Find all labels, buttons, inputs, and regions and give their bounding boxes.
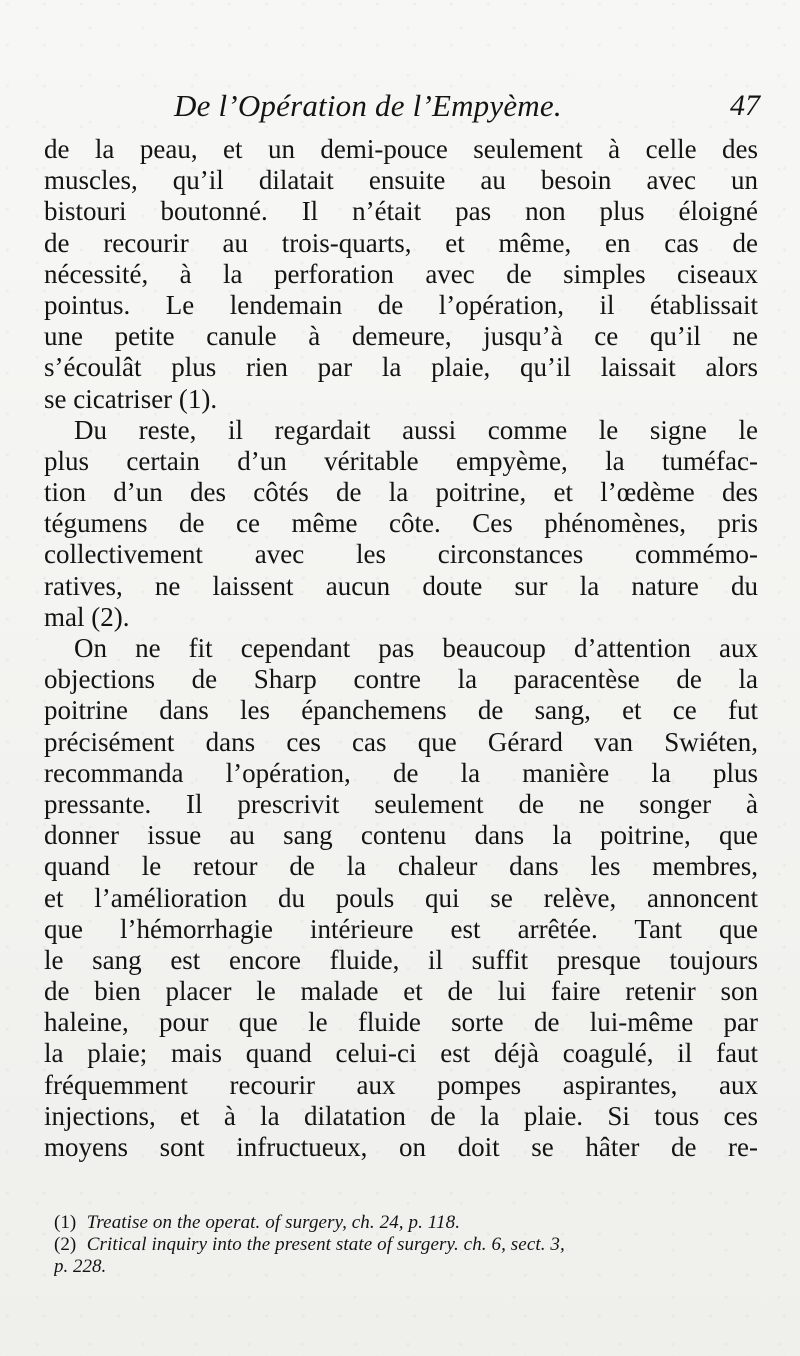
text-line: plus certain d’un véritable empyème, la tuméfac- xyxy=(44,445,758,476)
text-line: de la peau, et un demi-pouce seulement à celle des xyxy=(44,134,758,164)
text-line: s’écoulât plus rien par la plaie, qu’il laissait alors xyxy=(44,352,758,383)
footnote-continuation: p. 228. xyxy=(54,1256,107,1277)
footnote-text: Treatise on the operat. of surgery, ch. 24, p. 118. xyxy=(86,1212,461,1233)
text-line: une petite canule à demeure, jusqu’à ce qu’il ne xyxy=(44,321,758,352)
footnote-1 xyxy=(54,1212,760,1234)
text-line: collectivement avec les circonstances commémo- xyxy=(44,539,758,570)
main-text xyxy=(44,134,758,1163)
text-line: la plaie; mais quand celui-ci est déjà coagulé, il faut xyxy=(44,1038,758,1069)
text-line: donner issue au sang contenu dans la poitrine, que xyxy=(44,820,758,851)
text-line: injections, et à la dilatation de la plaie. Si tous ces xyxy=(44,1100,758,1131)
text-line: précisément dans ces cas que Gérard van Swiéten, xyxy=(44,726,758,757)
text-line: ratives, ne laissent aucun doute sur la nature du xyxy=(44,570,758,601)
text-line: poitrine dans les épanchemens de sang, et ce fut xyxy=(44,695,758,726)
footnote-text: Critical inquiry into the present state of surgery. ch. 6, sect. 3, xyxy=(86,1234,565,1255)
text-line: mal (2). xyxy=(44,601,130,632)
text-line: de recourir au trois-quarts, et même, en cas de xyxy=(44,227,758,258)
text-line: moyens sont infructueux, on doit se hâter de re- xyxy=(44,1132,758,1162)
footnotes xyxy=(54,1212,760,1278)
text-line: nécessité, à la perforation avec de simples ciseaux xyxy=(44,258,758,289)
text-line: pointus. Le lendemain de l’opération, il établissait xyxy=(44,289,758,320)
text-line: le sang est encore fluide, il suffit presque toujours xyxy=(44,944,758,975)
running-title: De l’Opération de l’Empyème. xyxy=(174,88,562,123)
footnote-marker: (1) xyxy=(54,1212,77,1233)
text-line: tion d’un des côtés de la poitrine, et l’œdème des xyxy=(44,477,758,508)
text-line: objections de Sharp contre la paracentèse de la xyxy=(44,664,758,695)
footnote-marker: (2) xyxy=(54,1234,77,1255)
text-line: haleine, pour que le fluide sorte de lui-même par xyxy=(44,1007,758,1038)
footnote-2 xyxy=(54,1234,760,1256)
running-head xyxy=(40,88,760,130)
text-line: pressante. Il prescrivit seulement de ne songer à xyxy=(44,788,758,819)
text-line: fréquemment recourir aux pompes aspirantes, aux xyxy=(44,1069,758,1100)
text-line: et l’amélioration du pouls qui se relève, annoncent xyxy=(44,882,758,913)
text-line: de bien placer le malade et de lui faire retenir son xyxy=(44,976,758,1007)
text-line: se cicatriser (1). xyxy=(44,383,218,414)
text-line: bistouri boutonné. Il n’était pas non plus éloigné xyxy=(44,196,758,227)
text-line: tégumens de ce même côte. Ces phénomènes, pris xyxy=(44,508,758,539)
paragraph-start-line: On ne fit cependant pas beaucoup d’attention aux xyxy=(74,633,758,663)
paragraph-start-line: Du reste, il regardait aussi comme le signe le xyxy=(74,414,758,445)
text-line: quand le retour de la chaleur dans les membres, xyxy=(44,851,758,882)
text-line: recommanda l’opération, de la manière la plus xyxy=(44,757,758,788)
text-line: que l’hémorrhagie intérieure est arrêtée. Tant que xyxy=(44,913,758,944)
page-number: 47 xyxy=(730,89,760,122)
text-line: muscles, qu’il dilatait ensuite au besoin avec un xyxy=(44,165,758,196)
